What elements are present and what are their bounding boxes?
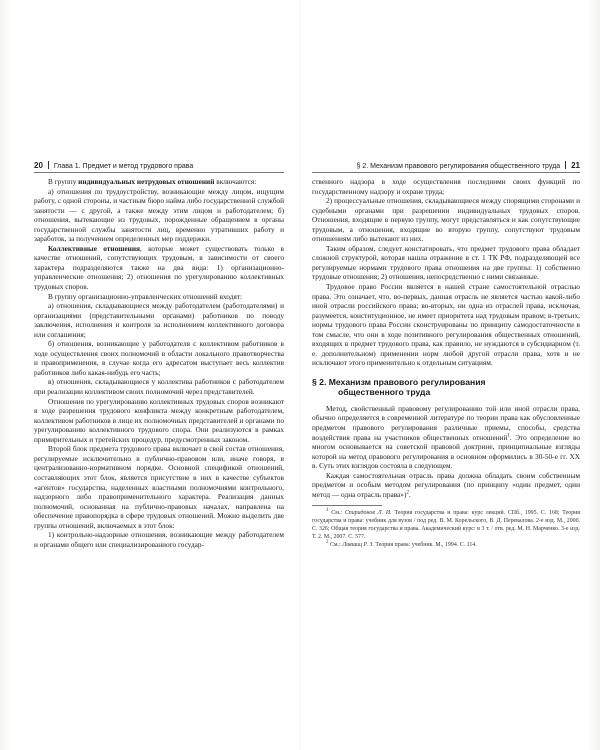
footnote-marker: 2 [406,490,409,496]
paragraph [34,292,284,302]
bold-term: Коллективные отношения [48,243,140,253]
paragraph [312,177,580,196]
text-run: 2) процессуальные отношения, складывающиеся между спорящими сторонами и судебными органами при разрешении индивидуальных трудовых споров. Отношения, входящие в первую группу, могут представляться и как сопутствующие трудовым, а отношения, входящие во вторую группу, сопутствуют трудовым отношениям либо вытекают из них. [312,196,580,244]
left-paragraphs [34,177,284,549]
footnote-marker: 2 [326,539,329,545]
text-run: Теория государства и права: курс лекций. СПб., 1995. С. 168; Теория государства и права: учебник для вузов / под ред. В. М. Корельского, В. Д. Перевалова. 2-е изд. М., 2000. С. 326; Общая теория государства и права. Академический курс: в 3 т. / отв. ред. М. Н. Марченко. 3-е изд. Т. 2. М., 2007. С. 577. [312,510,581,540]
section-heading [312,377,580,398]
right-page-body [312,177,580,549]
text-run: ственного надзора в ходе осуществления последними своих функций по государственному надзору и охране труда; [312,177,580,196]
bold-term: индивидуальных нетрудовых отношений [78,177,215,186]
text-run: а) отношения по трудоустройству, возникающие между лицом, ищущим работу, с одной стороны, и частным бюро найма либо государственной службой занятости — с другой, а также между этим лицом и работодателем; б) отношения, вытекающие из трудовых, порожденные обращением в органы государственной службы занятости лиц, временно утративших работу и заработок, за получением определенных мер поддержки. [34,186,284,244]
paragraph [34,444,284,530]
header-rule [312,172,580,173]
right-page [300,0,600,750]
footnote [312,539,580,550]
text-run: См.: [328,541,343,548]
footnote-marker: 1 [507,433,510,439]
author-name: Спиридонов Л. И. [344,510,392,517]
header-rule [34,172,284,173]
running-title: Глава 1. Предмет и метод трудового права [53,163,194,170]
text-run: , которые может существовать только в качестве отношений, сопутствующих трудовым, в зависимости от своего характера подразделяются также на два вида: 1) организационно-управленческие отношения; 2) отношения по урегулированию коллективных трудовых споров. [34,243,284,292]
paragraph [34,530,284,549]
footnote-marker: 1 [326,508,329,514]
text-run: Второй блок предмета трудового права включает в свой состав отношения, регулируемые исключительно в публично-правовом или, иначе говоря, в централизованно-нормативном порядке. Основной спецификой отношений, составляющих этот блок, является присутствие в них в качестве субъектов «агентов» государства, наделенных властными полномочиями контрольного, надзорного либо правоприменительного характера. Реализация данных полномочий, основанная на публично-правовых началах, направлена на обеспечение правопорядка в сфере трудовых отношений. Можно выделить две группы отношений, включаемых в этот блок: [34,444,284,530]
author-name: Лившиц Р. З. [342,541,374,548]
paragraph [34,377,284,396]
text-run: Трудовое право России является в нашей стране самостоятельной отраслью права. Это означает, что, во-первых, данная отрасль не является частью какой-либо иной отрасли российского права; во-вторых, ни одна из отраслей права, исключая, разумеется, конституционное, не имеет приоритета над трудовым правом; в-третьих, нормы трудового права России сконструированы по принципу самодостаточности в том смысле, что они в ходе позитивного регулирования общественных отношений, входящих в предмет трудового права, как правило, не нуждаются в субсидиарном (т. е. дополнительном) применении норм любой другой отрасли права, хотя и не исключают этого применительно к отдельным ситуациям. [312,282,580,368]
paragraph [34,301,284,339]
text-run: Отношения по урегулированию коллективных трудовых споров возникают в ходе разрешения трудового конфликта между конкретным работодателем, коллективом работников в лице их полномочных представителей и органами по урегулированию коллективного трудового спора. Они реализуются в рамках примирительных и третейских процедур, предусмотренных законом. [34,396,284,444]
text-run: Таким образом, следует констатировать, что предмет трудового права обладает сложной структурой, которая нашла отражение в ст. 1 ТК РФ, подразделяющей все регулируемые нормами трудового права отношения на две группы: 1) собственно трудовые отношения; 2) отношения, непосредственно с ними связанные. [312,243,580,282]
left-running-header [34,161,284,171]
text-run: В группу [48,177,79,186]
paragraph [312,244,580,282]
header-separator [565,161,566,169]
footnote-rule [312,505,382,506]
footnote [312,510,580,541]
right-paragraphs-before [312,177,580,368]
page-number: 21 [571,161,580,170]
running-title: § 2. Механизм правового регулирования общественного труда [356,163,561,170]
paragraph [312,471,580,500]
text-run: 1) контрольно-надзорные отношения, возникающие между работодателем и органами общего или специализированного государ- [34,530,284,549]
paragraph [312,404,580,471]
paragraph [34,339,284,377]
right-paragraphs-after [312,404,580,499]
section-heading-line2: общественного труда [338,387,431,398]
text-run: а) отношения, складывающиеся между работодателем (работодателями) и организациями (представительными органами) работников по поводу заключения, исполнения и контроля за исполнением коллективного договора или соглашения; [34,301,284,339]
right-running-header [312,161,580,171]
section-heading-line1: § 2. Механизм правового регулирования [312,376,486,387]
text-run: См.: [328,510,345,517]
footnotes [312,510,580,549]
text-run: в) отношения, складывающиеся у коллектива работников с работодателем при реализации коллективом своих полномочий через представителей. [34,377,284,397]
header-separator [48,161,49,169]
text-run: б) отношения, возникающие у работодателя с коллективом работников в ходе осуществления своих полномочий в области локального правотворчества и правоприменения, в случае когда его адресатом выступает весь коллектив работников либо какая-нибудь его часть; [34,339,284,377]
paragraph [312,196,580,244]
paragraph [34,244,284,292]
paragraph [34,187,284,244]
text-run: . [408,489,411,499]
text-run: Метод, свойственный правовому регулированию той или иной отрасли права, обычно определяется в современной литературе по теории права как обусловленные предметом правового регулирования различные приемы, способы, средства воздействия права на участников общественных отношений [312,403,580,442]
page-number: 20 [34,161,43,170]
paragraph [34,177,284,187]
text-run: Теория права: учебник. М., 1994. С. 114. [373,541,477,548]
paragraph [312,282,580,368]
text-run: В группу организационно-управленческих отношений входят: [48,291,243,301]
paragraph [34,397,284,445]
text-run: Каждая самостоятельная отрасль права должна обладать своим собственным предметом и особым методом регулирования (по принципу «один предмет, один метод — одна отрасль права») [312,470,580,499]
text-run: . Это определение во многом основывается на советской правовой доктрине, принципиальные взгляды которой на метод правового регулирования в основном оформились в 30-50-е гг. XX в. Суть этих взглядов состояла в следующем. [312,432,580,471]
left-page-body [34,177,284,549]
text-run: включаются: [214,177,257,186]
